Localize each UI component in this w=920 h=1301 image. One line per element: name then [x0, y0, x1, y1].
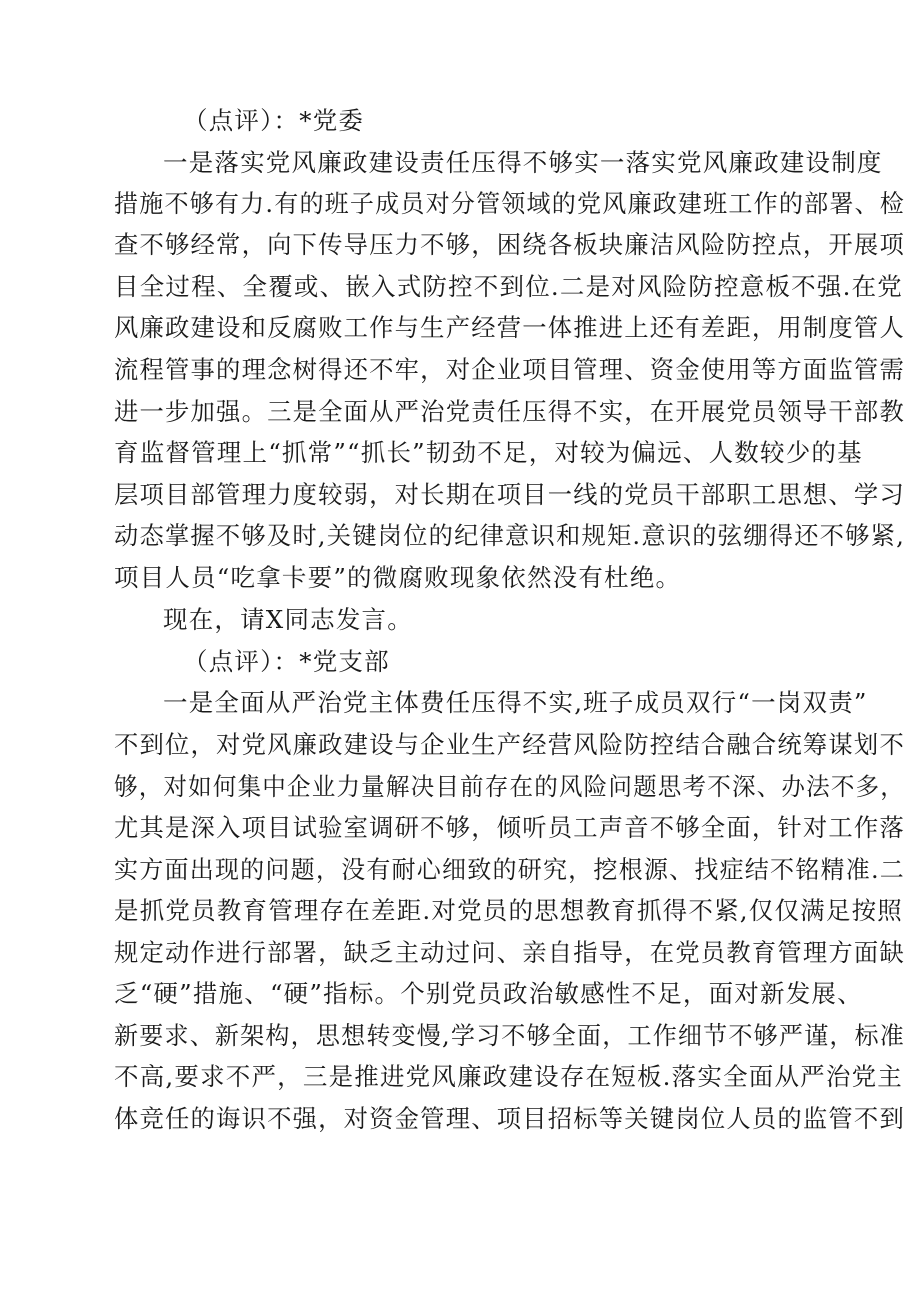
document-page: （点评）：*党委 一是落实党风廉政建设责任压得不够实一落实党风廉政建设制度 措施不够有力.有的班子成员对分管领域的党风廉政建班工作的部署、检 查不够经常，向下传导压力不够，困绕各板块廉洁风险防控点，开展项 目全过程、全覆或、嵌入式防控不到位.二是对风险防控意板不强.在党 风廉政建设和反腐败工作与生产经营一体推进上还有差距，用制度管人 流程管事的理念树得还不牢，对企业项目管理、资金使用等方面监管需 进一步加强。三是全面从严治党责任压得不实，在开展党员领导干部教 育监督管理上“抓常”“抓长”韧劲不足，对较为偏远、人数较少的基 层项目部管理力度较弱，对长期在项目一线的党员干部职工思想、学习 动态掌握不够及时,关键岗位的纪律意识和规矩.意识的弦绷得还不够紧, 项目人员“吃拿卡要”的微腐败现象依然没有杜绝。 现在，请X同志发言。 （点评）：*党支部 一是全面从严治党主体费任压得不实,班子成员双行“一岗双责” 不到位，对党风廉政建设与企业生产经营风险防控结合融合统筹谋划不 够，对如何集中企业力量解决目前存在的风险问题思考不深、办法不多， 尤其是深入项目试验室调研不够，倾听员工声音不够全面，针对工作落 实方面出现的问题，没有耐心细致的研究，挖根源、找症结不铭精准.二 是抓党员教育管理存在差距.对党员的思想教育抓得不紧,仅仅满足按照 规定动作进行部署，缺乏主动过问、亲自指导，在党员教育管理方面缺 乏“硬”措施、“硬”指标。个别党员政治敏感性不足，面对新发展、 新要求、新架构，思想转变慢,学习不够全面，工作细节不够严谨，标准 不高,要求不严，三是推进党风廉政建设存在短板.落实全面从严治党主 体竞任的诲识不强，对资金管理、项目招标等关键岗位人员的监管不到: [114, 106, 906, 1133]
